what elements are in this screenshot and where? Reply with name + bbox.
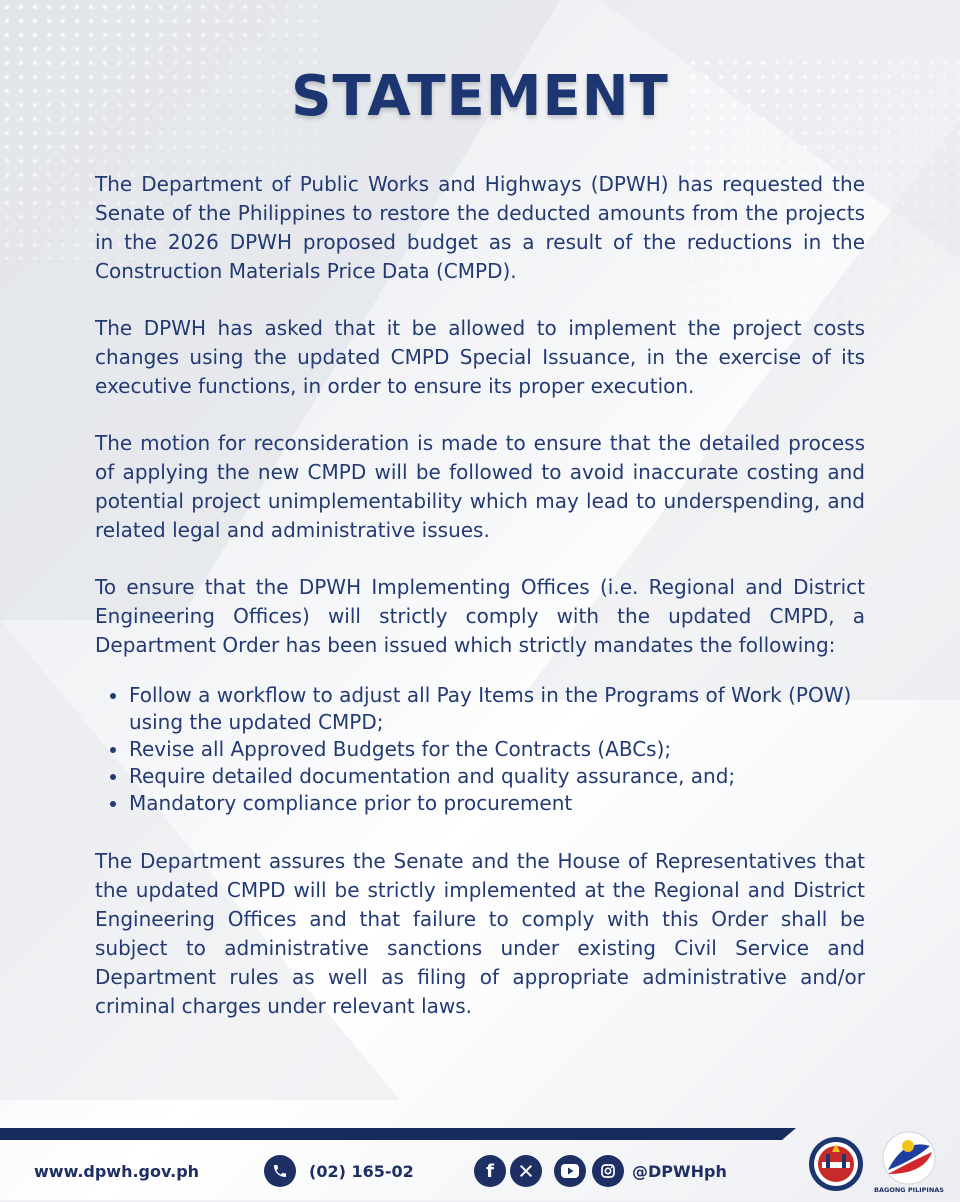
list-item: • Require detailed documentation and quality assurance, and; — [129, 763, 865, 790]
paragraph: The motion for reconsideration is made to ensure that the detailed process of applying the new CMPD will be followed to avoid inaccurate costing and potential project unimplementability which may lead to underspending, and related legal and administrative issues. — [95, 431, 865, 542]
social-handle: @DPWHph — [632, 1162, 727, 1181]
closing-paragraph: The Department assures the Senate and the House of Representatives that the updated CMPD will be strictly implemented at the Regional and District Engineering Offices and that failure to comply with this Order shall be subject to administrative sanctions under existing Civil Service and Department rules as well as filing of appropriate administrative and/or criminal charges under relevant laws. — [95, 849, 865, 1018]
x-icon[interactable] — [510, 1155, 542, 1187]
list-item: • Mandatory compliance prior to procurement — [129, 790, 865, 817]
paragraph: To ensure that the DPWH Implementing Offices (i.e. Regional and District Engineering Offices) will strictly comply with the updated CMPD, a Department Order has been issued which strictly mandates the following: — [95, 575, 865, 657]
phone-icon — [264, 1155, 296, 1187]
list-item: • Revise all Approved Budgets for the Contracts (ABCs); — [129, 736, 865, 763]
logo-caption: BAGONG PILIPINAS — [874, 1186, 944, 1194]
paragraph: The Department of Public Works and Highways (DPWH) has requested the Senate of the Philippines to restore the deducted amounts from the projects in the 2026 DPWH proposed budget as a result of the reductions in the Construction Materials Price Data (CMPD). — [95, 172, 865, 283]
instagram-icon[interactable] — [592, 1155, 624, 1187]
statement-body — [95, 170, 865, 1049]
logos — [804, 1118, 944, 1198]
mandate-list — [105, 682, 865, 817]
paragraph: The DPWH has asked that it be allowed to implement the project costs changes using the updated CMPD Special Issuance, in the exercise of its executive functions, in order to ensure its proper execution. — [95, 316, 865, 398]
youtube-icon[interactable] — [554, 1155, 586, 1187]
footer-divider — [0, 1128, 782, 1140]
phone-number: (02) 165-02 — [309, 1162, 414, 1181]
website-link[interactable]: www.dpwh.gov.ph — [34, 1162, 200, 1181]
page-title: STATEMENT — [291, 64, 669, 129]
facebook-icon[interactable]: f — [474, 1155, 506, 1187]
bagong-pilipinas-logo — [874, 1118, 944, 1198]
list-item: • Follow a workflow to adjust all Pay Items in the Programs of Work (POW) using the updated CMPD; — [129, 682, 865, 736]
